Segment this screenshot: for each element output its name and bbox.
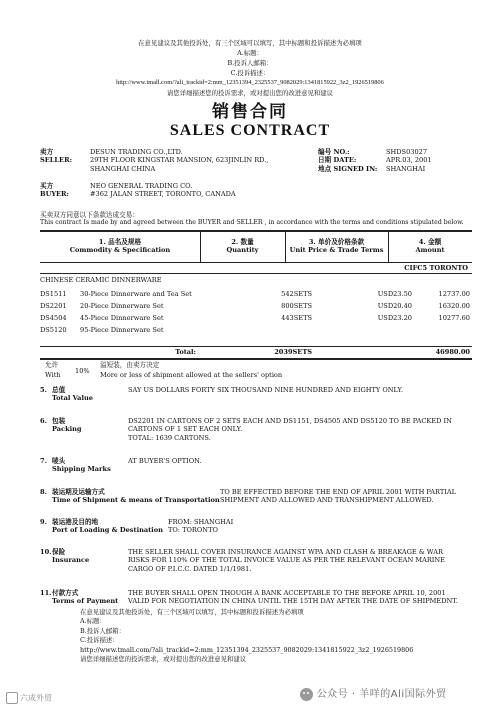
notice-top-line6: 请您详细描述您的投诉需求，或对提出您的改进意见和建议 bbox=[166, 89, 334, 97]
signed-in-label: 地点 SIGNED IN: bbox=[318, 164, 378, 173]
total-row: Total: 2039SETS 46980.00 bbox=[175, 348, 470, 356]
buyer-info bbox=[90, 182, 236, 199]
contract-no: SHDS03027 bbox=[386, 148, 428, 156]
title-en: SALES CONTRACT bbox=[169, 122, 331, 139]
col-header-quantity: 2. 数量 Quantity bbox=[226, 238, 259, 255]
contract-no-label: 编号 NO.: bbox=[318, 148, 350, 156]
contract-date: APR.03, 2001 bbox=[386, 156, 432, 165]
notice-bottom: 在意见建议及其他投诉处，有三个区域可以填写，其中标题和投诉描述为必填项 A.标题： B.投诉人邮箱： C.投诉描述： http://www.tmall.com/?ali_trackid=2:mm_12351394_2325537_9082029:1341815922_3z2_1926519806 请您详细描述您的投诉需求，或对提出您的改进意见和建议 bbox=[80, 608, 414, 664]
buyer-label: 买方 BUYER: bbox=[40, 182, 69, 199]
notice-top bbox=[0, 38, 500, 98]
watermark-left: 六成外贸 bbox=[6, 692, 52, 704]
seller-address1: 29TH FLOOR KINGSTAR MANSION, 623JINLIN RD., bbox=[90, 156, 269, 165]
table-row: DS5120 95-Piece Dinnerware Set bbox=[40, 326, 164, 334]
intro-cn: 买卖双方同意以下条款达成交易： bbox=[40, 211, 139, 219]
signed-in: SHANGHAI bbox=[386, 164, 426, 173]
intro-en: This contract Is made by and agreed between the BUYER and SELLER , in accordance with the terms and conditions stipulated below. bbox=[40, 219, 464, 227]
notice-top-line1: 在意见建议及其他投诉处，有三个区域可以填写，其中标题和投诉描述为必填项 bbox=[138, 39, 362, 47]
notice-top-line3: B.投诉人邮箱： bbox=[227, 59, 273, 67]
watermark-right: 公众号 · 羊咩的Ali国际外贸 bbox=[300, 685, 447, 701]
intro bbox=[40, 211, 480, 228]
contract-meta bbox=[318, 148, 468, 173]
col-header-price: 3. 单价及价格条款 Unit Price & Trade Terms bbox=[289, 238, 384, 255]
table-row: DS2201 20-Piece Dinnerware Set 800SETS USD20.40 16320.00 bbox=[40, 302, 470, 310]
seller-info bbox=[90, 148, 268, 173]
notice-bottom-link[interactable]: http://www.tmall.com/?ali_trackid=2:mm_12351394_2325537_9082029:1341815922_3z2_1926519806 bbox=[80, 645, 414, 654]
title-cn: 销售合同 bbox=[212, 102, 288, 122]
col-header-amount: 4. 金额 Amount bbox=[415, 238, 445, 255]
table-row: DS1511 30-Piece Dinnerware and Tea Set 542SETS USD23.50 12737.00 bbox=[40, 290, 470, 298]
allowance-percent: 10% bbox=[75, 367, 90, 375]
allowance: 允许 With 10% 溢短装，由卖方决定 More or less of shipment allowed at the sellers' option bbox=[45, 361, 283, 379]
trade-terms: CIFC5 TORONTO bbox=[404, 264, 468, 272]
wechat-icon bbox=[300, 688, 313, 701]
seller-name: DESUN TRADING CO.,LTD. bbox=[90, 148, 183, 156]
watermark-left-icon bbox=[6, 692, 18, 704]
contract-date-label: 日期 DATE: bbox=[318, 156, 357, 165]
notice-top-link[interactable]: http://www.tmall.com/?ali_trackid=2:mm_12351394_2325537_9082029:1341815922_3z2_1926519806 bbox=[116, 79, 384, 86]
notice-top-line4: C.投诉描述： bbox=[230, 69, 270, 77]
table-row: DS4504 45-Piece Dinnerware Set 443SETS USD23.20 10277.60 bbox=[40, 314, 470, 322]
product-group: CHINESE CERAMIC DINNERWARE bbox=[40, 276, 162, 284]
seller-address2: SHANGHAI CHINA bbox=[90, 164, 156, 173]
buyer-address: #362 JALAN STREET, TORONTO, CANADA bbox=[90, 190, 236, 199]
seller-label: 卖方 SELLER: bbox=[40, 148, 72, 165]
buyer-name: NEO GENERAL TRADING CO. bbox=[90, 182, 193, 190]
col-header-commodity: 1. 品名及规格 Commodity & Specification bbox=[69, 238, 171, 255]
notice-top-line2: A.标题： bbox=[237, 49, 263, 57]
